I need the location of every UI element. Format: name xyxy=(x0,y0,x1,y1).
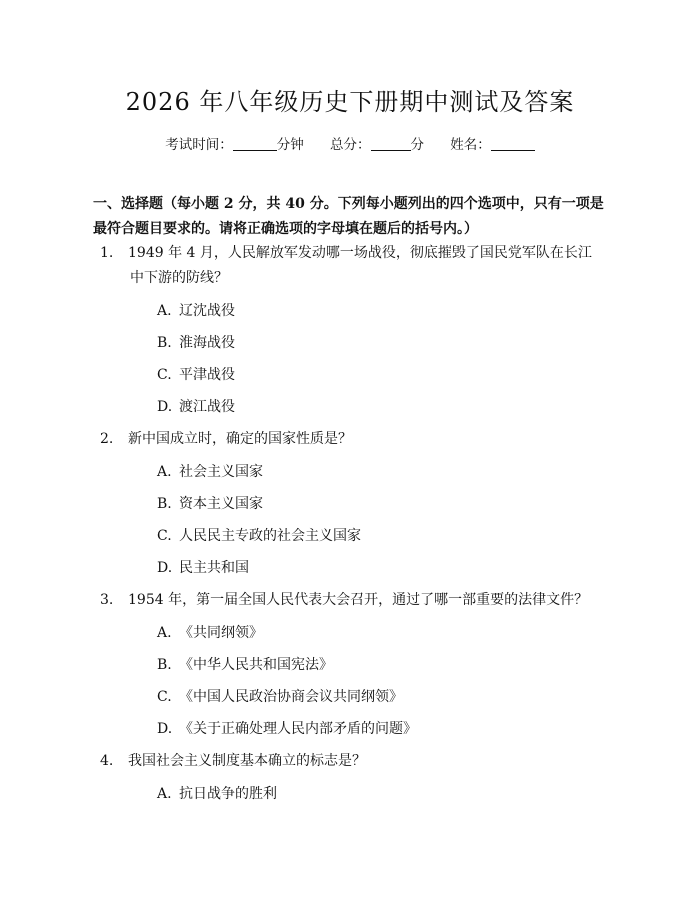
option-item xyxy=(157,653,700,677)
option-item xyxy=(157,460,700,484)
exam-meta xyxy=(0,133,700,153)
option-item xyxy=(157,685,700,709)
option-letter: A. xyxy=(157,625,172,641)
option-letter: C. xyxy=(157,367,172,383)
option-text: 社会主义国家 xyxy=(179,464,263,480)
exam-title: 2026 年八年级历史下册期中测试及答案 xyxy=(125,88,575,116)
option-item xyxy=(157,395,700,419)
option-text: 辽沈战役 xyxy=(179,303,235,319)
option-text: 平津战役 xyxy=(179,367,235,383)
option-item xyxy=(157,331,700,355)
score-field xyxy=(330,133,424,153)
question-number: 1. xyxy=(100,245,114,261)
name-field xyxy=(450,133,535,153)
option-letter: D. xyxy=(157,399,173,415)
option-item xyxy=(157,524,700,548)
option-text: 淮海战役 xyxy=(179,335,235,351)
question-item xyxy=(100,241,600,291)
option-text: 《关于正确处理人民内部矛盾的问题》 xyxy=(179,721,417,737)
score-unit: 分 xyxy=(410,137,424,153)
option-letter: A. xyxy=(157,464,172,480)
question-item xyxy=(100,588,600,613)
time-label: 考试时间： xyxy=(165,137,233,153)
section-heading: 一、选择题（每小题 2 分，共 40 分。下列每小题列出的四个选项中，只有一项是最符合题目要求的。请将正确选项的字母填在题后的括号内。） xyxy=(93,196,604,237)
question-number: 4. xyxy=(100,753,114,769)
option-text: 《中华人民共和国宪法》 xyxy=(179,657,333,673)
option-item xyxy=(157,556,700,580)
option-letter: D. xyxy=(157,560,173,576)
question-number: 2. xyxy=(100,431,114,447)
option-letter: D. xyxy=(157,721,173,737)
question-text: 我国社会主义制度基本确立的标志是？ xyxy=(128,753,366,769)
option-text: 《中国人民政治协商会议共同纲领》 xyxy=(179,689,403,705)
question-number: 3. xyxy=(100,592,114,608)
option-item xyxy=(157,299,700,323)
question-text: 新中国成立时，确定的国家性质是？ xyxy=(128,431,352,447)
question-item xyxy=(100,427,600,452)
option-letter: B. xyxy=(157,496,172,512)
option-text: 抗日战争的胜利 xyxy=(179,786,277,802)
option-text: 资本主义国家 xyxy=(179,496,263,512)
time-field xyxy=(165,133,304,153)
option-text: 人民民主专政的社会主义国家 xyxy=(179,528,361,544)
question-text: 1954 年，第一届全国人民代表大会召开，通过了哪一部重要的法律文件？ xyxy=(128,592,589,608)
score-blank xyxy=(371,138,411,151)
option-letter: A. xyxy=(157,303,172,319)
question-list xyxy=(0,241,700,806)
score-label: 总分： xyxy=(330,137,371,153)
option-text: 民主共和国 xyxy=(179,560,249,576)
option-item xyxy=(157,363,700,387)
option-letter: A. xyxy=(157,786,172,802)
option-letter: C. xyxy=(157,689,172,705)
time-blank xyxy=(233,138,277,151)
question-text: 1949 年 4 月，人民解放军发动哪一场战役，彻底摧毁了国民党军队在长江中下游的防线？ xyxy=(128,245,592,286)
time-unit: 分钟 xyxy=(276,137,304,153)
name-label: 姓名： xyxy=(450,137,491,153)
option-letter: B. xyxy=(157,335,172,351)
option-item xyxy=(157,782,700,806)
option-item xyxy=(157,492,700,516)
option-letter: B. xyxy=(157,657,172,673)
name-blank xyxy=(491,138,535,151)
option-item xyxy=(157,717,700,741)
question-item xyxy=(100,749,600,774)
option-text: 《共同纲领》 xyxy=(179,625,263,641)
option-letter: C. xyxy=(157,528,172,544)
option-text: 渡江战役 xyxy=(179,399,235,415)
option-item xyxy=(157,621,700,645)
